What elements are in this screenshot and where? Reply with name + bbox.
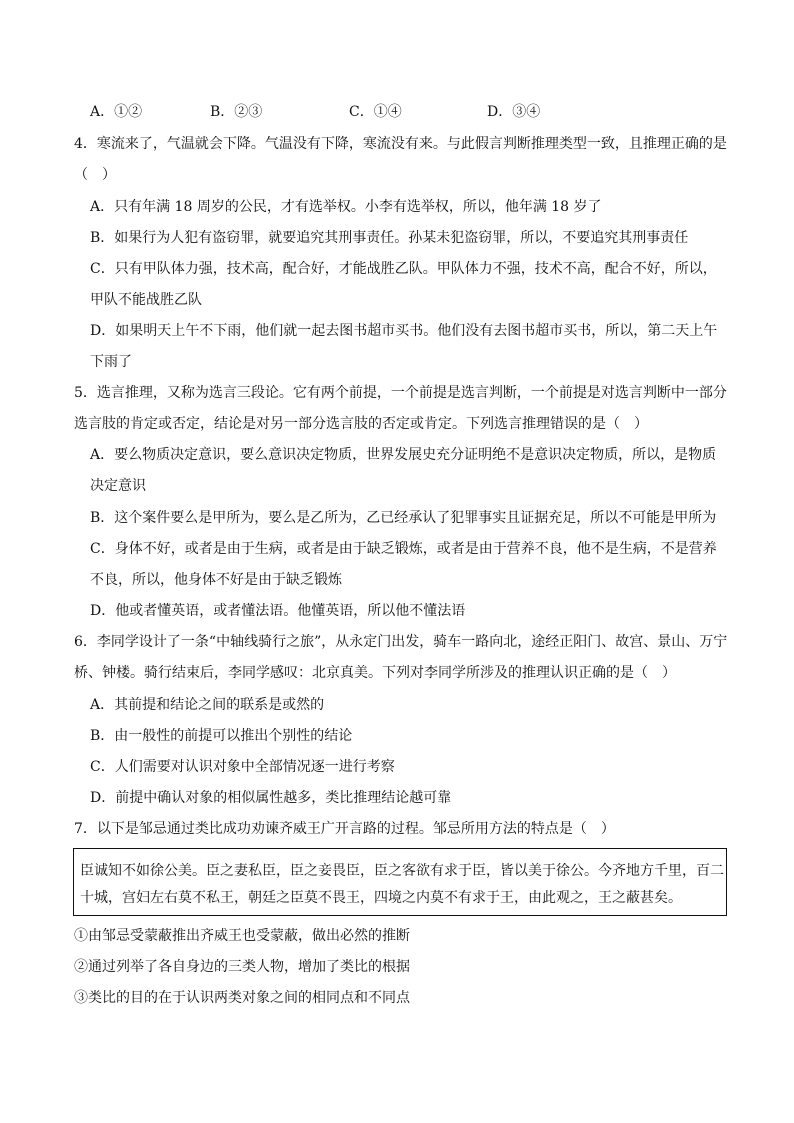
- q4-stem-line2: （ ）: [74, 167, 116, 183]
- q7-quote-line1: 臣诚知不如徐公美。臣之妻私臣，臣之妾畏臣，臣之客欲有求于臣，皆以美于徐公。今齐地方千里，百二: [80, 863, 724, 879]
- q6-stem-line2: 桥、钟楼。骑行结束后，李同学感叹：北京真美。下列对李同学所涉及的推理认识正确的是（ ）: [74, 665, 676, 681]
- q4-option-c-line1: C．只有甲队体力强，技术高，配合好，才能战胜乙队。甲队体力不强，技术不高，配合不好，所以，: [90, 261, 717, 277]
- q3-option-b: B．②③: [210, 104, 263, 120]
- q6-option-a: A．其前提和结论之间的联系是或然的: [90, 697, 325, 713]
- q4-option-c-line2: 甲队不能战胜乙队: [90, 292, 202, 308]
- q5-stem-line2: 选言肢的肯定或否定，结论是对另一部分选言肢的否定或肯定。下列选言推理错误的是（ ）: [74, 416, 648, 432]
- q5-option-d: D．他或者懂英语，或者懂法语。他懂英语，所以他不懂法语: [90, 603, 466, 619]
- q5-stem-line1: 5．选言推理，又称为选言三段论。它有两个前提，一个前提是选言判断，一个前提是对选言判断中一部分: [74, 385, 727, 401]
- q3-option-a: A．①②: [90, 104, 143, 120]
- q4-option-d-line2: 下雨了: [90, 354, 132, 370]
- q6-option-b: B．由一般性的前提可以推出个别性的结论: [90, 728, 353, 744]
- q5-option-c-line2: 不良，所以，他身体不好是由于缺乏锻炼: [90, 572, 342, 588]
- q4-stem-line1: 4．寒流来了，气温就会下降。气温没有下降，寒流没有来。与此假言判断推理类型一致，且推理正确的是: [74, 136, 727, 152]
- q6-option-c: C．人们需要对认识对象中全部情况逐一进行考察: [90, 759, 395, 775]
- q6-option-d: D．前提中确认对象的相似属性越多，类比推理结论越可靠: [90, 790, 452, 806]
- q4-option-d-line1: D．如果明天上午不下雨，他们就一起去图书超市买书。他们没有去图书超市买书，所以，第二天上午: [90, 323, 718, 339]
- q6-stem-line1: 6．李同学设计了一条“中轴线骑行之旅”，从永定门出发，骑车一路向北，途经正阳门、故宫、景山、万宁: [74, 634, 728, 650]
- q3-option-c: C．①④: [349, 104, 402, 120]
- q7-statement-2: ②通过列举了各自身边的三类人物，增加了类比的根据: [74, 959, 410, 975]
- q7-statement-1: ①由邹忌受蒙蔽推出齐威王也受蒙蔽，做出必然的推断: [74, 928, 410, 944]
- q3-option-d: D．③④: [487, 104, 541, 120]
- q7-statement-3: ③类比的目的在于认识两类对象之间的相同点和不同点: [74, 990, 410, 1006]
- q5-option-a-line2: 决定意识: [90, 478, 146, 494]
- q7-stem: 7．以下是邹忌通过类比成功劝谏齐威王广开言路的过程。邹忌所用方法的特点是（ ）: [74, 821, 615, 837]
- q5-option-a-line1: A．要么物质决定意识，要么意识决定物质，世界发展史充分证明绝不是意识决定物质，所以，是物质: [90, 447, 717, 463]
- q4-option-a: A．只有年满 18 周岁的公民，才有选举权。小李有选举权，所以，他年满 18 岁了: [90, 199, 602, 215]
- q5-option-c-line1: C．身体不好，或者是由于生病，或者是由于缺乏锻炼，或者是由于营养不良，他不是生病，不是营养: [90, 541, 717, 557]
- q7-quote-box: [73, 848, 727, 916]
- q4-option-b: B．如果行为人犯有盗窃罪，就要追究其刑事责任。孙某未犯盗窃罪，所以，不要追究其刑事责任: [90, 230, 689, 246]
- q7-quote-line2: 十城，宫妇左右莫不私王，朝廷之臣莫不畏王，四境之内莫不有求于王，由此观之，王之蔽甚矣。: [80, 890, 682, 906]
- q5-option-b: B．这个案件要么是甲所为，要么是乙所为，乙已经承认了犯罪事实且证据充足，所以不可能是甲所为: [90, 510, 717, 526]
